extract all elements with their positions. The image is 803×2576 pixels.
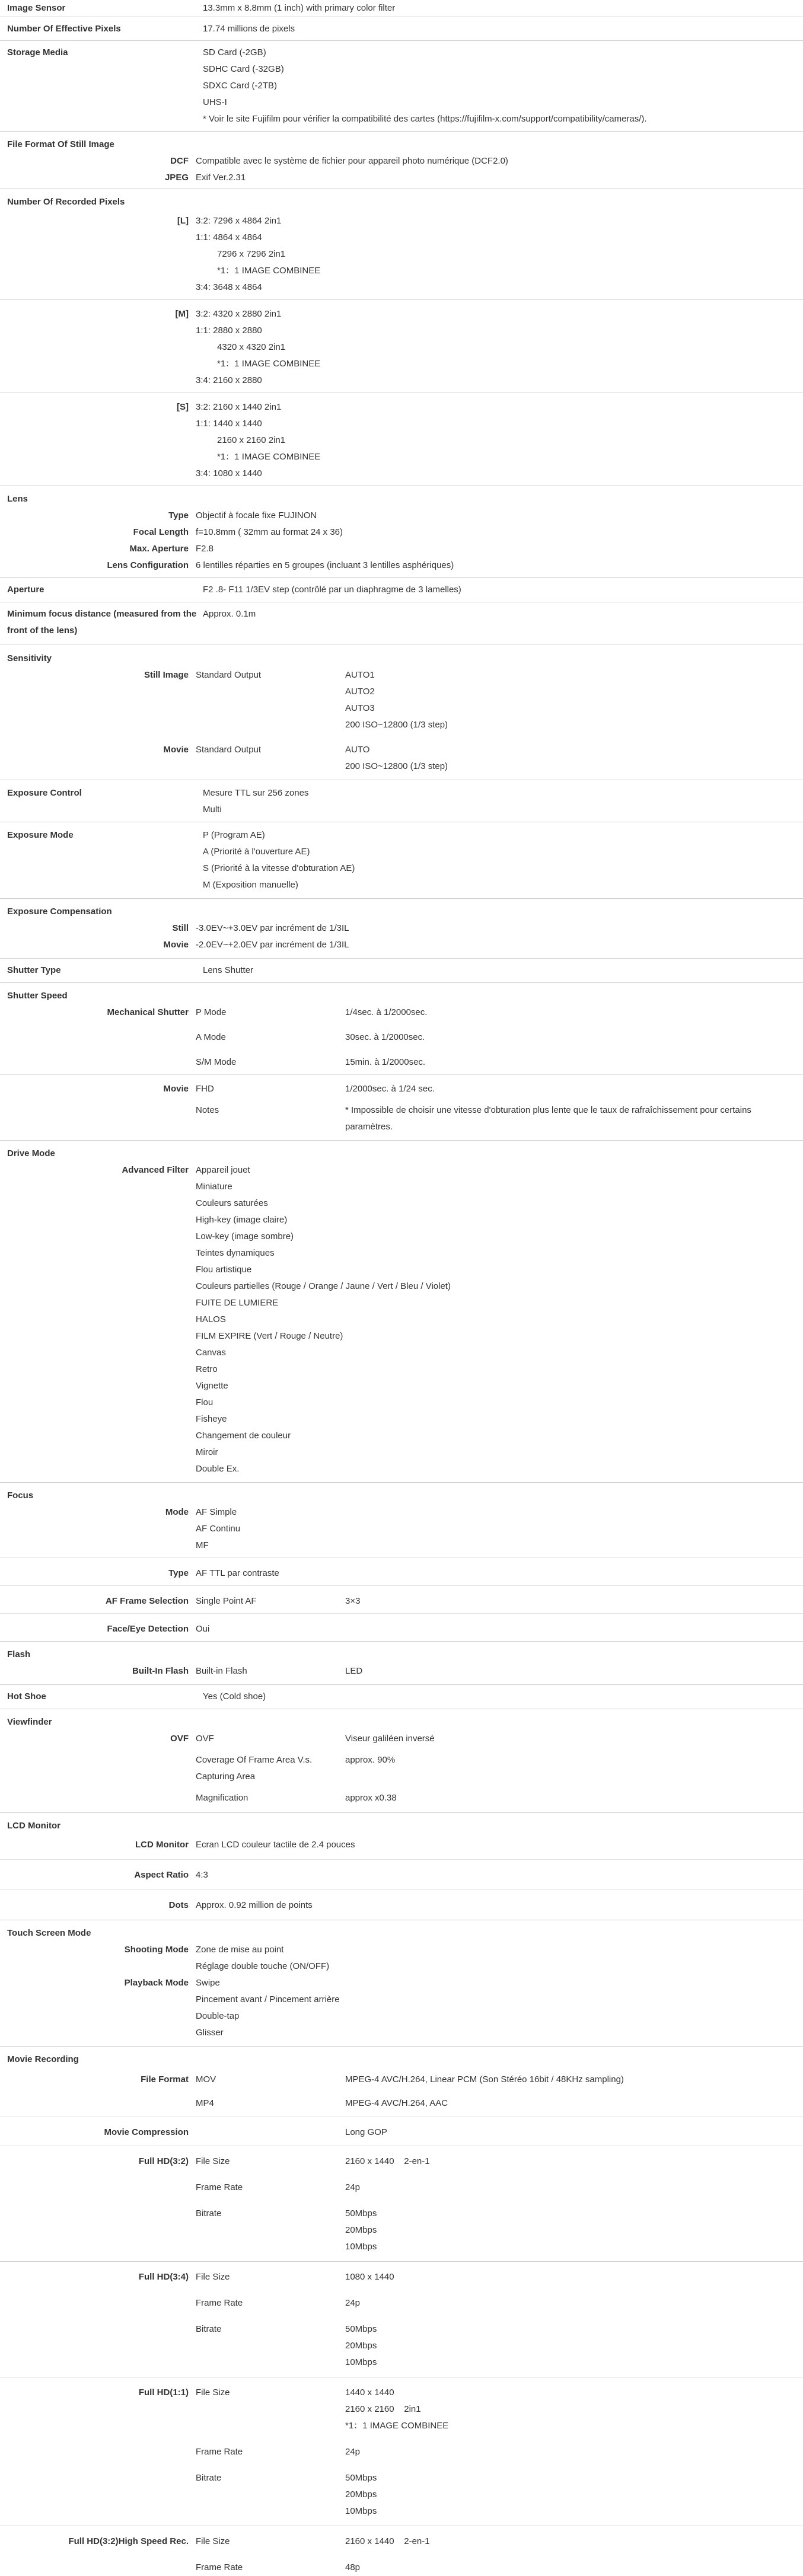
spec-row-sensitivity (0, 644, 803, 780)
recorded-group-m (0, 300, 803, 393)
spec-value: Pincement avant / Pincement arrière (196, 1994, 340, 2004)
spec-value: *1：1 IMAGE COMBINEE (217, 452, 321, 462)
spec-label: Hot Shoe (7, 1691, 46, 1702)
spec-value: AUTO (345, 745, 370, 755)
spec-sub-label: [M] (175, 309, 189, 319)
spec-value: 3:2: 2160 x 1440 2in1 (196, 402, 282, 412)
spec-row-file-format (0, 132, 803, 189)
spec-value: 15min. à 1/2000sec. (345, 1057, 426, 1067)
spec-value: MOV (196, 2074, 216, 2085)
spec-value: Approx. 0.1m (203, 609, 256, 619)
spec-sub-label: Lens Configuration (107, 560, 189, 570)
spec-label: Viewfinder (7, 1717, 52, 1727)
spec-value: Fisheye (196, 1414, 227, 1424)
spec-sub-label: Full HD(3:4) (138, 2272, 189, 2282)
spec-value: 50Mbps (345, 2324, 377, 2334)
spec-value: *1：1 IMAGE COMBINEE (217, 266, 321, 276)
spec-value: Swipe (196, 1978, 220, 1988)
spec-sub-label: Movie Compression (104, 2127, 189, 2137)
spec-value: *1：1 IMAGE COMBINEE (345, 2421, 449, 2431)
spec-sub-label: [S] (177, 402, 189, 412)
spec-label: Minimum focus distance (measured from the front of the lens) (7, 609, 197, 636)
spec-value: 10Mbps (345, 2506, 377, 2516)
spec-value: 3:4: 2160 x 2880 (196, 375, 262, 385)
spec-sub-label: Aspect Ratio (134, 1870, 189, 1880)
spec-value: Réglage double touche (ON/OFF) (196, 1961, 330, 1971)
spec-label: Aperture (7, 585, 44, 595)
spec-value: Exif Ver.2.31 (196, 173, 246, 183)
spec-value: Miniature (196, 1182, 232, 1192)
spec-value: Multi (203, 805, 222, 815)
spec-row-recorded-pixels (0, 189, 803, 486)
spec-value: approx x0.38 (345, 1793, 397, 1803)
spec-row-focus (0, 1483, 803, 1642)
spec-row-lcd-monitor (0, 1813, 803, 1920)
spec-value: Frame Rate (196, 2447, 243, 2457)
spec-value: AUTO1 (345, 670, 375, 680)
spec-sub-label: Movie (163, 1084, 189, 1094)
spec-value: S (Priorité à la vitesse d'obturation AE) (203, 863, 355, 873)
spec-value: 48p (345, 2562, 361, 2572)
spec-value: A (Priorité à l'ouverture AE) (203, 847, 310, 857)
spec-value: AF Simple (196, 1507, 237, 1517)
spec-sub-label: Shooting Mode (124, 1945, 189, 1955)
spec-value: Glisser (196, 2028, 224, 2038)
spec-row-aperture (0, 578, 803, 602)
spec-value: MPEG-4 AVC/H.264, AAC (345, 2098, 448, 2108)
spec-value: 1:1: 1440 x 1440 (196, 419, 262, 429)
spec-value: 10Mbps (345, 2242, 377, 2252)
spec-value: *1：1 IMAGE COMBINEE (217, 359, 321, 369)
spec-value: 4320 x 4320 2in1 (217, 342, 286, 352)
spec-value: Bitrate (196, 2473, 222, 2483)
spec-value: File Size (196, 2156, 230, 2166)
spec-row-touch-screen (0, 1920, 803, 2047)
spec-value: 4:3 (196, 1870, 208, 1880)
spec-sub-label: AF Frame Selection (105, 1596, 189, 1606)
spec-value: Lens Shutter (203, 965, 254, 975)
spec-value: Bitrate (196, 2324, 222, 2334)
spec-value: 200 ISO~12800 (1/3 step) (345, 761, 448, 771)
spec-label: Focus (7, 1490, 34, 1501)
spec-value: 10Mbps (345, 2357, 377, 2367)
spec-value: UHS-I (203, 97, 227, 107)
spec-value: 2160 x 1440 2-en-1 (345, 2156, 430, 2166)
spec-row-viewfinder (0, 1709, 803, 1813)
spec-value: M (Exposition manuelle) (203, 880, 298, 890)
spec-value: LED (345, 1666, 363, 1676)
spec-sub-label: Still (172, 923, 189, 933)
spec-value: AF TTL par contraste (196, 1568, 279, 1578)
spec-value: 30sec. à 1/2000sec. (345, 1032, 425, 1042)
spec-row-storage-media (0, 41, 803, 132)
spec-value: Ecran LCD couleur tactile de 2.4 pouces (196, 1840, 355, 1850)
spec-sub-label: Face/Eye Detection (107, 1624, 189, 1634)
recorded-group-s (0, 393, 803, 486)
spec-value: Flou artistique (196, 1265, 252, 1275)
spec-value: Couleurs partielles (Rouge / Orange / Jaune / Vert / Bleu / Violet) (196, 1281, 451, 1291)
spec-value: 20Mbps (345, 2489, 377, 2500)
spec-label: LCD Monitor (7, 1821, 60, 1831)
spec-sub-label: [L] (177, 216, 189, 226)
spec-value: Standard Output (196, 670, 262, 680)
spec-sub-label: DCF (170, 156, 189, 166)
spec-value: 2160 x 2160 2in1 (345, 2404, 421, 2414)
spec-value: Single Point AF (196, 1596, 257, 1606)
spec-value: 1080 x 1440 (345, 2272, 394, 2282)
spec-value: Appareil jouet (196, 1165, 250, 1175)
spec-label: Shutter Type (7, 965, 61, 975)
spec-value: 2160 x 1440 2-en-1 (345, 2536, 430, 2546)
spec-value: Compatible avec le système de fichier pour appareil photo numérique (DCF2.0) (196, 156, 508, 166)
spec-row-shutter-type (0, 959, 803, 983)
spec-value: 50Mbps (345, 2208, 377, 2219)
spec-value: 20Mbps (345, 2225, 377, 2235)
spec-value: Yes (Cold shoe) (203, 1691, 266, 1702)
spec-value: * Voir le site Fujifilm pour vérifier la compatibilité des cartes (https://fujifilm-x.com/support/compatibility/cameras/). (203, 114, 647, 124)
spec-value: Mesure TTL sur 256 zones (203, 788, 309, 798)
spec-value: Teintes dynamiques (196, 1248, 275, 1258)
spec-row-effective-pixels (0, 17, 803, 41)
spec-value: AUTO3 (345, 703, 375, 713)
spec-sub-label: Max. Aperture (129, 544, 189, 554)
spec-sub-label: Playback Mode (124, 1978, 189, 1988)
spec-value: 20Mbps (345, 2341, 377, 2351)
spec-label: Number Of Recorded Pixels (7, 197, 125, 207)
spec-value: OVF (196, 1734, 214, 1744)
spec-value: 24p (345, 2298, 361, 2308)
spec-value: A Mode (196, 1032, 226, 1042)
spec-value: 3×3 (345, 1596, 361, 1606)
spec-sub-label: Still Image (144, 670, 189, 680)
spec-value: 200 ISO~12800 (1/3 step) (345, 720, 448, 730)
spec-row-lens (0, 486, 803, 578)
spec-value: Double Ex. (196, 1464, 240, 1474)
spec-value: Flou (196, 1397, 214, 1407)
spec-value: FHD (196, 1084, 214, 1094)
spec-value: 3:2: 7296 x 4864 2in1 (196, 216, 282, 226)
spec-value: approx. 90% (345, 1755, 396, 1765)
spec-label: Storage Media (7, 47, 68, 58)
spec-value: 3:4: 1080 x 1440 (196, 468, 262, 478)
spec-value: -2.0EV~+2.0EV par incrément de 1/3IL (196, 940, 349, 950)
spec-value: Objectif à focale fixe FUJINON (196, 510, 317, 521)
spec-value: 7296 x 7296 2in1 (217, 249, 286, 259)
spec-row-hot-shoe (0, 1685, 803, 1709)
spec-value: 1440 x 1440 (345, 2387, 394, 2398)
spec-label: Number Of Effective Pixels (7, 24, 121, 34)
spec-row-shutter-speed (0, 983, 803, 1141)
spec-value: F2.8 (196, 544, 214, 554)
spec-value: 3:2: 4320 x 2880 2in1 (196, 309, 282, 319)
spec-value: P Mode (196, 1007, 227, 1017)
spec-value: Coverage Of Frame Area V.s. Capturing Area (196, 1755, 313, 1782)
spec-value: SDHC Card (-32GB) (203, 64, 284, 74)
spec-sub-label: Full HD(3:2) (138, 2156, 189, 2166)
spec-value: Retro (196, 1364, 218, 1374)
recorded-group-l (0, 210, 803, 300)
spec-label: Exposure Compensation (7, 906, 112, 917)
spec-value: f=10.8mm ( 32mm au format 24 x 36) (196, 527, 343, 537)
spec-row-exposure-compensation (0, 899, 803, 959)
spec-sub-label: Full HD(1:1) (138, 2387, 189, 2398)
spec-value: AUTO2 (345, 687, 375, 697)
spec-value: Changement de couleur (196, 1431, 291, 1441)
spec-value: MP4 (196, 2098, 214, 2108)
spec-label: Sensitivity (7, 653, 52, 663)
spec-label: Drive Mode (7, 1148, 55, 1158)
spec-row-image-sensor (0, 0, 803, 17)
spec-value: S/M Mode (196, 1057, 237, 1067)
spec-value: * Impossible de choisir une vitesse d'obturation plus lente que le taux de rafraîchissement pour certains paramètres. (345, 1105, 751, 1132)
spec-row-min-focus (0, 602, 803, 644)
spec-value: 50Mbps (345, 2473, 377, 2483)
spec-sub-label: Movie (163, 940, 189, 950)
spec-value: Long GOP (345, 2127, 387, 2137)
spec-value: Built-in Flash (196, 1666, 247, 1676)
spec-value: HALOS (196, 1314, 226, 1324)
spec-label: Image Sensor (7, 3, 66, 13)
spec-value: Approx. 0.92 million de points (196, 1900, 313, 1910)
spec-value: MPEG-4 AVC/H.264, Linear PCM (Son Stéréo 16bit / 48KHz sampling) (345, 2074, 624, 2085)
spec-value: Oui (196, 1624, 210, 1634)
spec-value: Double-tap (196, 2011, 240, 2021)
spec-value: 6 lentilles réparties en 5 groupes (incluant 3 lentilles asphériques) (196, 560, 454, 570)
spec-sub-label: Built-In Flash (132, 1666, 189, 1676)
spec-label: Touch Screen Mode (7, 1928, 91, 1938)
spec-sub-label: Movie (163, 745, 189, 755)
spec-value: File Size (196, 2536, 230, 2546)
spec-value: 3:4: 3648 x 4864 (196, 282, 262, 292)
spec-value: File Size (196, 2387, 230, 2398)
spec-value: FUITE DE LUMIERE (196, 1298, 279, 1308)
spec-value: F2 .8- F11 1/3EV step (contrôlé par un diaphragme de 3 lamelles) (203, 585, 461, 595)
spec-label: Flash (7, 1649, 31, 1659)
spec-value: 1/4sec. à 1/2000sec. (345, 1007, 428, 1017)
spec-value: 24p (345, 2182, 361, 2192)
spec-row-movie-recording (0, 2047, 803, 2576)
spec-value: High-key (image claire) (196, 1215, 288, 1225)
spec-value: Couleurs saturées (196, 1198, 268, 1208)
spec-value: 24p (345, 2447, 361, 2457)
spec-value: Bitrate (196, 2208, 222, 2219)
spec-sub-label: Focal Length (133, 527, 189, 537)
spec-value: Magnification (196, 1793, 248, 1803)
spec-value: 1:1: 4864 x 4864 (196, 232, 262, 242)
spec-row-exposure-mode (0, 822, 803, 899)
spec-sub-label: Advanced Filter (122, 1165, 189, 1175)
spec-sub-label: OVF (170, 1734, 189, 1744)
spec-sub-label: JPEG (164, 173, 189, 183)
spec-sub-label: Mode (165, 1507, 189, 1517)
spec-sub-label: Dots (168, 1900, 189, 1910)
spec-value: 1/2000sec. à 1/24 sec. (345, 1084, 435, 1094)
spec-value: File Size (196, 2272, 230, 2282)
spec-value: 13.3mm x 8.8mm (1 inch) with primary color filter (203, 3, 396, 13)
spec-row-exposure-control (0, 780, 803, 822)
spec-sub-label: Type (168, 1568, 189, 1578)
spec-value: 17.74 millions de pixels (203, 24, 295, 34)
spec-value: Low-key (image sombre) (196, 1231, 294, 1241)
spec-value: SD Card (-2GB) (203, 47, 266, 58)
spec-value: Frame Rate (196, 2298, 243, 2308)
spec-value: Viseur galiléen inversé (345, 1734, 435, 1744)
spec-value: MF (196, 1540, 209, 1550)
spec-value: Miroir (196, 1447, 218, 1457)
spec-row-drive-mode (0, 1141, 803, 1483)
spec-value: Vignette (196, 1381, 228, 1391)
spec-label: Lens (7, 494, 28, 504)
spec-label: File Format Of Still Image (7, 139, 114, 149)
spec-value: AF Continu (196, 1524, 241, 1534)
spec-value: Zone de mise au point (196, 1945, 284, 1955)
advanced-filter-list (196, 1162, 803, 1477)
spec-sub-label: Type (168, 510, 189, 521)
spec-value: P (Program AE) (203, 830, 265, 840)
spec-label: Exposure Mode (7, 830, 74, 840)
spec-label: Movie Recording (7, 2054, 79, 2064)
spec-value: Standard Output (196, 745, 262, 755)
spec-row-flash (0, 1642, 803, 1685)
spec-sub-label: LCD Monitor (135, 1840, 189, 1850)
spec-value: Frame Rate (196, 2182, 243, 2192)
spec-value: FILM EXPIRE (Vert / Rouge / Neutre) (196, 1331, 343, 1341)
spec-sub-label: Full HD(3:2)High Speed Rec. (68, 2536, 189, 2546)
spec-sub-label: File Format (141, 2074, 189, 2085)
spec-value: Canvas (196, 1348, 226, 1358)
spec-value: 1:1: 2880 x 2880 (196, 325, 262, 336)
spec-value: 2160 x 2160 2in1 (217, 435, 286, 445)
spec-value: -3.0EV~+3.0EV par incrément de 1/3IL (196, 923, 349, 933)
spec-value: SDXC Card (-2TB) (203, 81, 278, 91)
spec-value: Frame Rate (196, 2562, 243, 2572)
spec-value: Notes (196, 1105, 219, 1115)
spec-label: Exposure Control (7, 788, 82, 798)
spec-label: Shutter Speed (7, 991, 68, 1001)
spec-sub-label: Mechanical Shutter (107, 1007, 189, 1017)
